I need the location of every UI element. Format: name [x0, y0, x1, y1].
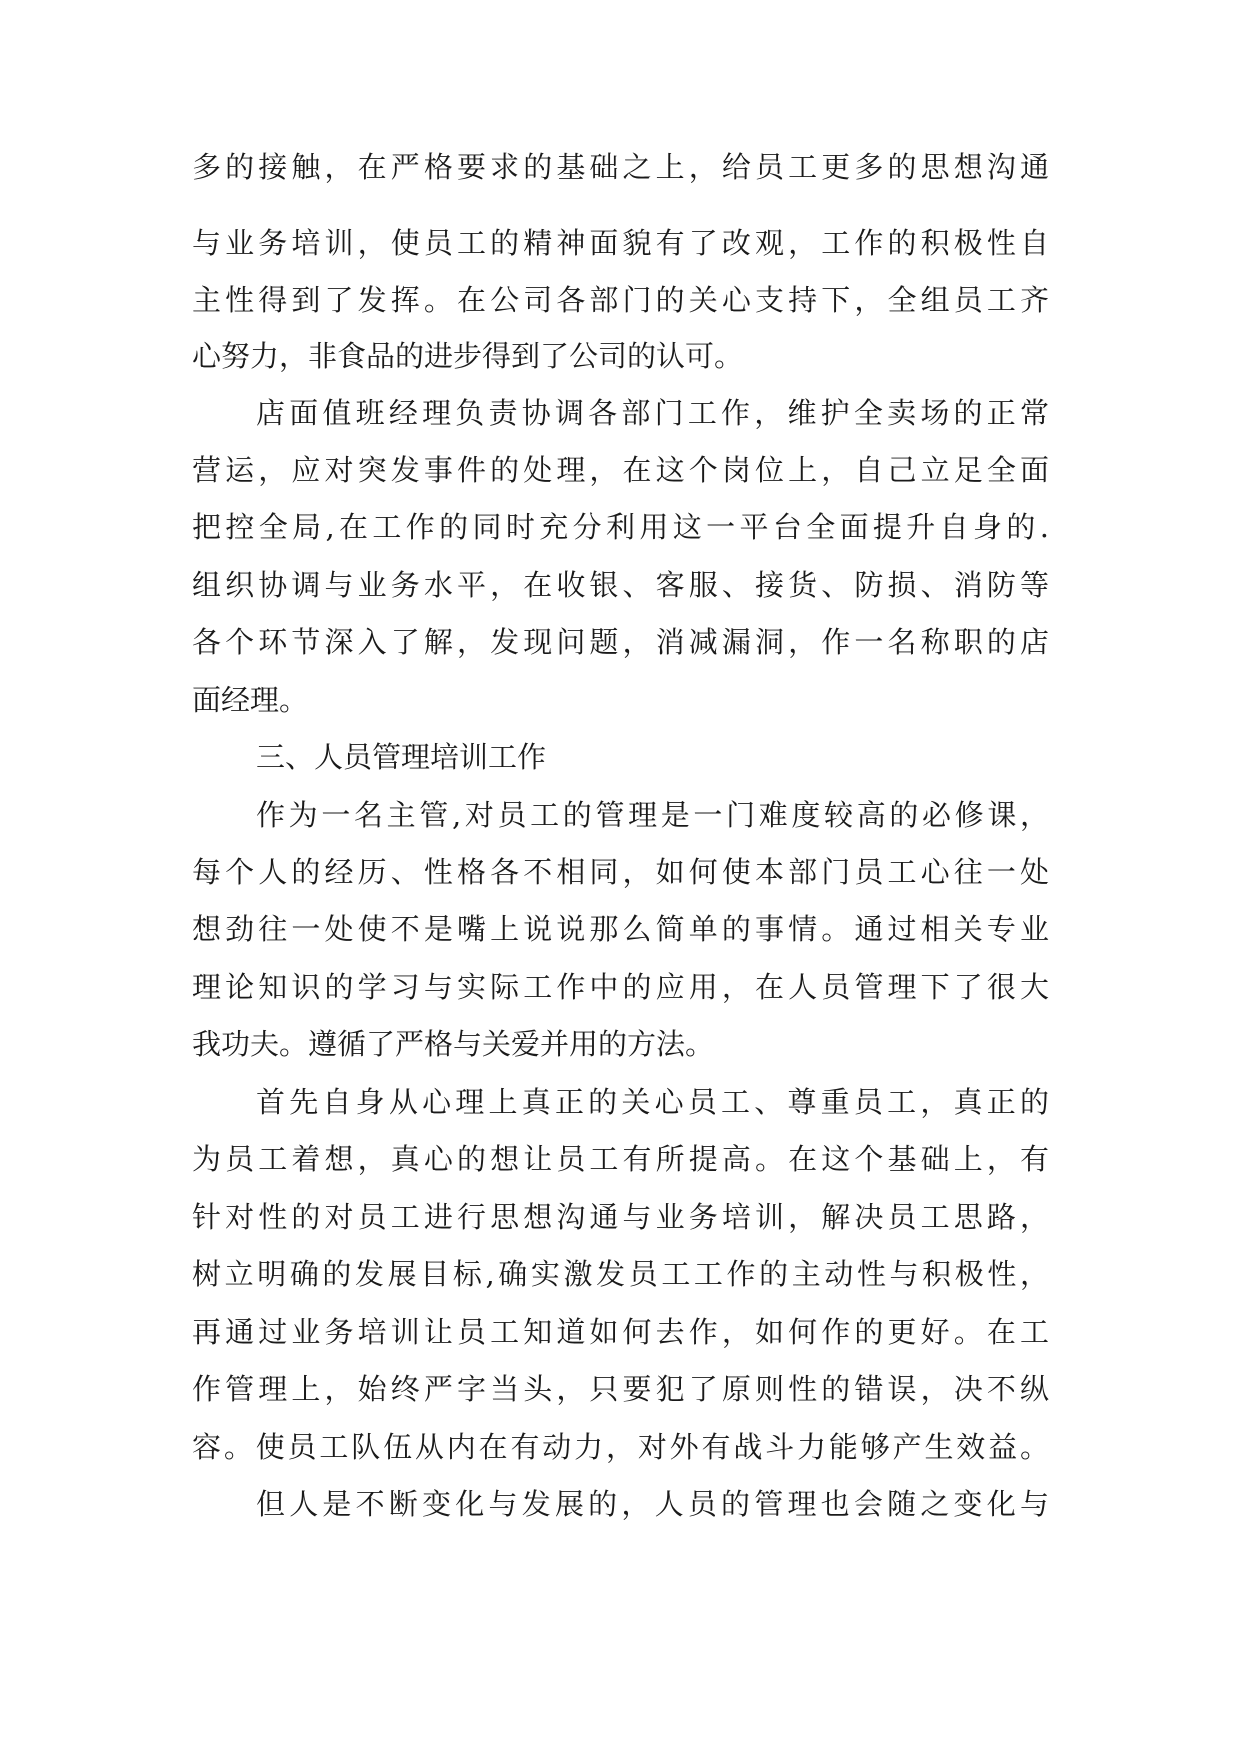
- paragraph-line: 再通过业务培训让员工知道如何去作，如何作的更好。在工: [192, 1315, 1049, 1349]
- paragraph-line: 但人是不断变化与发展的，人员的管理也会随之变化与: [256, 1487, 1049, 1521]
- paragraph-line: 把控全局,在工作的同时充分利用这一平台全面提升自身的.: [192, 510, 1049, 544]
- paragraph-line: 营运，应对突发事件的处理，在这个岗位上，自己立足全面: [192, 453, 1049, 487]
- paragraph-line: 面经理。: [192, 683, 309, 717]
- paragraph-line: 每个人的经历、性格各不相同，如何使本部门员工心往一处: [192, 855, 1049, 889]
- paragraph-line: 各个环节深入了解，发现问题，消减漏洞，作一名称职的店: [192, 625, 1049, 659]
- paragraph-line: 想劲往一处使不是嘴上说说那么简单的事情。通过相关专业: [192, 912, 1049, 946]
- paragraph-line: 理论知识的学习与实际工作中的应用，在人员管理下了很大: [192, 970, 1049, 1004]
- paragraph-line: 作管理上，始终严字当头，只要犯了原则性的错误，决不纵: [192, 1372, 1049, 1406]
- paragraph-line: 多的接触，在严格要求的基础之上，给员工更多的思想沟通: [192, 150, 1049, 184]
- paragraph-line: 容。使员工队伍从内在有动力，对外有战斗力能够产生效益。: [192, 1430, 1049, 1464]
- paragraph-line: 主性得到了发挥。在公司各部门的关心支持下，全组员工齐: [192, 283, 1049, 317]
- section-heading: 三、人员管理培训工作: [256, 740, 547, 774]
- paragraph-line: 心努力，非食品的进步得到了公司的认可。: [192, 339, 744, 373]
- paragraph-line: 与业务培训，使员工的精神面貌有了改观，工作的积极性自: [192, 226, 1049, 260]
- paragraph-line: 首先自身从心理上真正的关心员工、尊重员工，真正的: [256, 1085, 1049, 1119]
- paragraph-line: 针对性的对员工进行思想沟通与业务培训，解决员工思路，: [192, 1200, 1049, 1234]
- paragraph-line: 树立明确的发展目标,确实激发员工工作的主动性与积极性，: [192, 1257, 1049, 1291]
- paragraph-line: 店面值班经理负责协调各部门工作，维护全卖场的正常: [256, 396, 1049, 430]
- paragraph-line: 作为一名主管,对员工的管理是一门难度较高的必修课，: [256, 798, 1049, 832]
- paragraph-line: 为员工着想，真心的想让员工有所提高。在这个基础上，有: [192, 1142, 1049, 1176]
- paragraph-line: 我功夫。遵循了严格与关爱并用的方法。: [192, 1027, 715, 1061]
- paragraph-line: 组织协调与业务水平，在收银、客服、接货、防损、消防等: [192, 568, 1049, 602]
